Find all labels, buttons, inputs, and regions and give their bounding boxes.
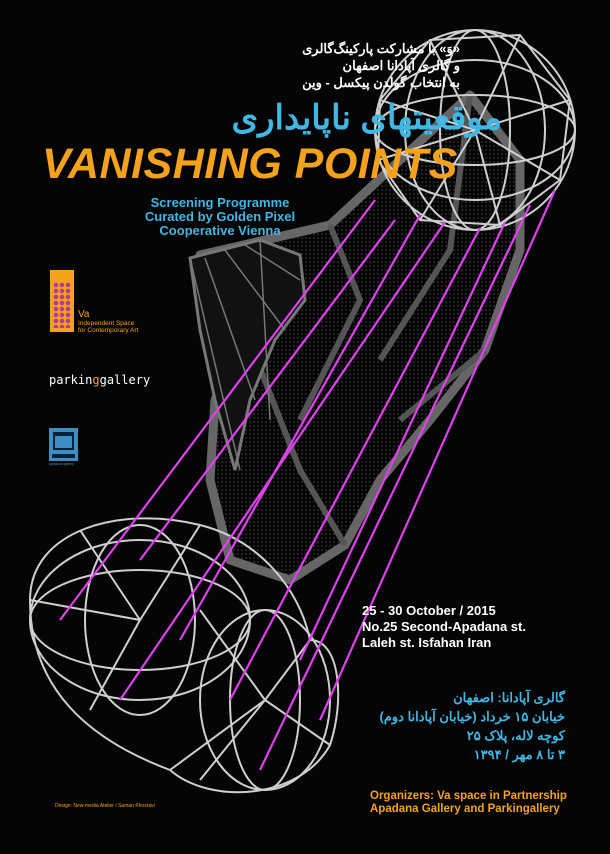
- design-credit: Design: New-media Atelier / Saman Khosravi: [55, 803, 155, 809]
- persian-info-line: ۳ تا ۸ مهر / ۱۳۹۴: [473, 747, 565, 762]
- organizers-line: Organizers: Va space in Partnership: [370, 790, 567, 802]
- persian-info-line: گالری آپادانا: اصفهان: [453, 690, 565, 705]
- va-tagline-line: Independent Space: [78, 320, 135, 327]
- organizers: [370, 790, 567, 816]
- persian-credit-line: به انتخاب گولدن پیکسل - وین: [302, 75, 460, 90]
- persian-info-line: خیابان ۱۵ خرداد (خیابان آپادانا دوم): [379, 709, 565, 724]
- screening-line: Curated by Golden Pixel: [144, 209, 296, 224]
- apadana-logo: [49, 428, 78, 461]
- persian-credit: [302, 40, 460, 91]
- va-name: Va: [78, 309, 90, 320]
- apadana-tagline: apadana gallery: [49, 462, 74, 466]
- persian-title: موقعیتهای ناپایداری: [231, 99, 502, 137]
- parkingallery-logo: [49, 373, 150, 387]
- va-tagline-line: for Contemporary Art: [78, 327, 139, 334]
- persian-credit-line: و گالری آپادانا اصفهان: [342, 58, 460, 73]
- parking-text-a: parkin: [49, 373, 93, 387]
- english-event-info: [362, 603, 526, 651]
- persian-event-info: [380, 688, 565, 764]
- event-city: Laleh st. Isfahan Iran: [362, 635, 492, 650]
- screening-info: [135, 196, 305, 238]
- va-logo: [50, 270, 74, 332]
- persian-credit-line: «وَ» با مشارکت پارکینگ‌گالری: [302, 41, 460, 56]
- va-tagline: [78, 320, 138, 334]
- screening-line: Cooperative Vienna: [159, 223, 281, 238]
- event-address: No.25 Second-Apadana st.: [362, 619, 526, 634]
- screening-line: Screening Programme: [150, 195, 290, 210]
- organizers-line: Apadana Gallery and Parkingallery: [370, 803, 560, 815]
- english-title: VANISHING POINTS: [42, 140, 458, 188]
- persian-info-line: کوچه لاله، پلاک ۲۵: [466, 728, 565, 743]
- event-date: 25 - 30 October / 2015: [362, 603, 496, 618]
- parking-text-g: g: [92, 373, 100, 387]
- parking-text-b: gallery: [99, 373, 151, 387]
